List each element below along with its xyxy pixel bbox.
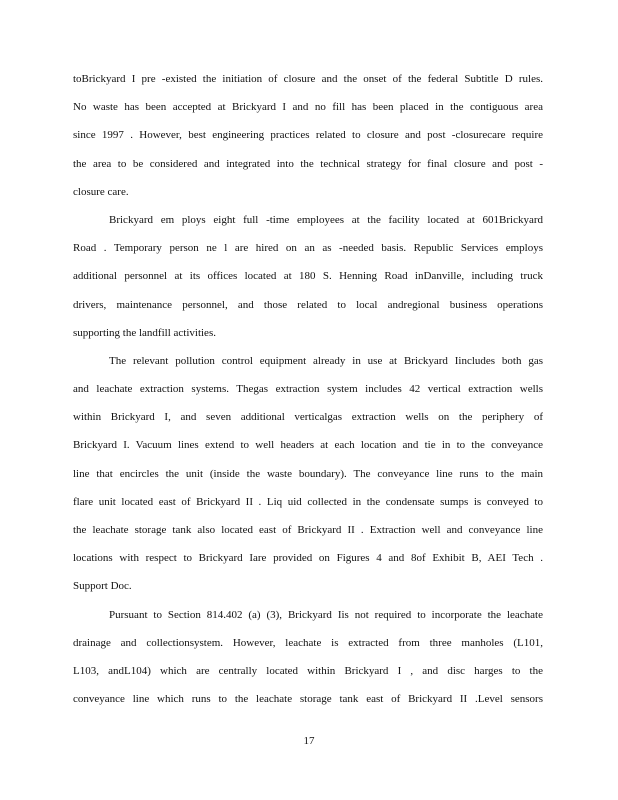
text-line: and leachate extraction systems. Thegas extraction system includes 42 vertical extraction wells	[73, 383, 543, 396]
text-line: within Brickyard I, and seven additional verticalgas extraction wells on the periphery of	[73, 411, 543, 424]
text-line: toBrickyard I pre -existed the initiation of closure and the onset of the federal Subtitle D rules.	[73, 73, 543, 85]
text-line: L103, andL104) which are centrally located within Brickyard I , and disc harges to the	[73, 664, 543, 677]
text-line: line that encircles the unit (inside the waste boundary). The conveyance line runs to the main	[73, 467, 543, 480]
text-line: locations with respect to Brickyard Iare provided on Figures 4 and 8of Exhibit B, AEI Tech .	[73, 552, 543, 565]
text-line: Support Doc.	[73, 580, 132, 593]
text-line: No waste has been accepted at Brickyard I and no fill has been placed in the contiguous area	[73, 101, 543, 114]
text-line: conveyance line which runs to the leachate storage tank east of Brickyard II .Level sensors	[73, 693, 543, 706]
text-line: the area to be considered and integrated into the technical strategy for final closure and post -	[73, 157, 543, 170]
text-line: drivers, maintenance personnel, and those related to local andregional business operations	[73, 298, 543, 311]
text-line: drainage and collectionsystem. However, leachate is extracted from three manholes (L101,	[73, 636, 543, 649]
text-line: since 1997 . However, best engineering practices related to closure and post -closurecare require	[73, 129, 543, 142]
page-number: 17	[303, 735, 315, 747]
text-line: flare unit located east of Brickyard II . Liq uid collected in the condensate sumps is conveyed to	[73, 495, 543, 508]
text-line: Road . Temporary person ne l are hired on an as -needed basis. Republic Services employs	[73, 242, 543, 255]
text-line: The relevant pollution control equipment already in use at Brickyard Iincludes both gas	[109, 354, 543, 367]
text-line: Pursuant to Section 814.402 (a) (3), Brickyard Iis not required to incorporate the leachate	[109, 608, 543, 621]
body-text	[73, 70, 543, 718]
text-line: supporting the landfill activities.	[73, 326, 216, 339]
text-line: Brickyard em ploys eight full -time employees at the facility located at 601Brickyard	[109, 213, 543, 226]
text-line: closure care.	[73, 185, 129, 198]
text-line: additional personnel at its offices located at 180 S. Henning Road inDanville, including truck	[73, 270, 543, 283]
text-line: the leachate storage tank also located east of Brickyard II . Extraction well and conveyance line	[73, 524, 543, 536]
text-line: Brickyard I. Vacuum lines extend to well headers at each location and tie in to the conveyance	[73, 439, 543, 452]
